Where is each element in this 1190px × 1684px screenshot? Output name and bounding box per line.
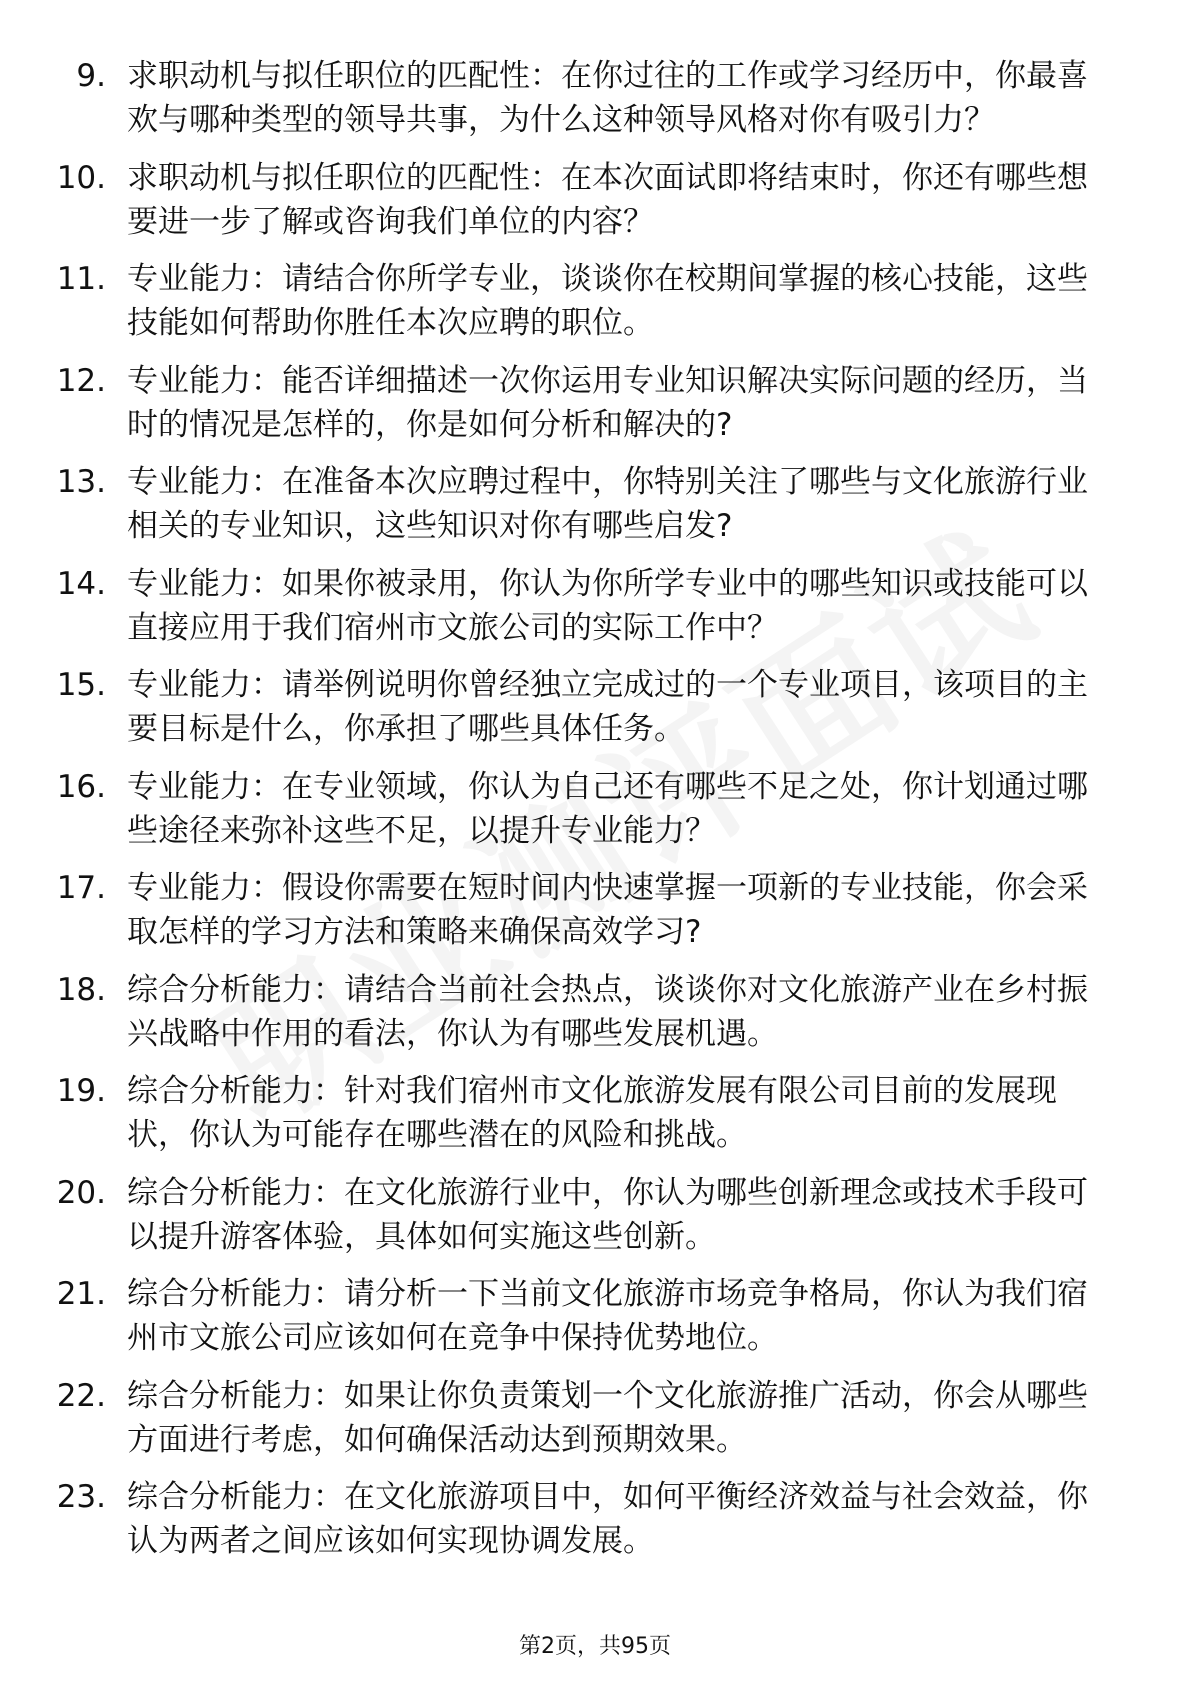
question-text: 专业能力：在专业领域，你认为自己还有哪些不足之处，你计划通过哪些途径来弥补这些不足，以提升专业能力？ bbox=[127, 768, 1088, 849]
question-text: 专业能力：在准备本次应聘过程中，你特别关注了哪些与文化旅游行业相关的专业知识，这些知识对你有哪些启发? bbox=[127, 464, 1088, 544]
question-number: 14. bbox=[56, 565, 106, 602]
question-number: 9. bbox=[76, 58, 106, 94]
question-text: 综合分析能力：在文化旅游行业中，你认为哪些创新理念或技术手段可以提升游客体验，具体如何实施这些创新。 bbox=[127, 1174, 1088, 1255]
question-item bbox=[0, 257, 1190, 345]
question-number: 21. bbox=[56, 1276, 106, 1312]
question-item bbox=[0, 54, 1190, 142]
question-text: 综合分析能力：针对我们宿州市文化旅游发展有限公司目前的发展现状，你认为可能存在哪些潜在的风险和挑战。 bbox=[127, 1073, 1057, 1153]
question-number: 17. bbox=[56, 870, 106, 906]
question-number: 15. bbox=[56, 667, 106, 703]
question-item bbox=[0, 1272, 1190, 1360]
question-text: 综合分析能力：请结合当前社会热点，谈谈你对文化旅游产业在乡村振兴战略中作用的看法，你认为有哪些发展机遇。 bbox=[127, 971, 1088, 1052]
question-item bbox=[0, 156, 1190, 244]
question-text: 专业能力：请结合你所学专业，谈谈你在校期间掌握的核心技能，这些技能如何帮助你胜任本次应聘的职位。 bbox=[127, 261, 1088, 341]
question-text: 专业能力：请举例说明你曾经独立完成过的一个专业项目，该项目的主要目标是什么，你承担了哪些具体任务。 bbox=[127, 667, 1088, 747]
question-text: 综合分析能力：如果让你负责策划一个文化旅游推广活动，你会从哪些方面进行考虑，如何确保活动达到预期效果。 bbox=[127, 1377, 1088, 1458]
question-item bbox=[0, 1475, 1190, 1563]
page-footer: 第2页，共95页 bbox=[519, 1634, 671, 1659]
question-number: 23. bbox=[56, 1479, 106, 1515]
question-number: 22. bbox=[56, 1377, 106, 1414]
question-number: 18. bbox=[56, 971, 106, 1008]
question-item bbox=[0, 866, 1190, 954]
question-item bbox=[0, 1069, 1190, 1157]
question-text: 求职动机与拟任职位的匹配性：在你过往的工作或学习经历中，你最喜欢与哪种类型的领导共事，为什么这种领导风格对你有吸引力？ bbox=[127, 58, 1088, 138]
question-item bbox=[0, 968, 1190, 1056]
question-item bbox=[0, 359, 1190, 447]
question-item bbox=[0, 1171, 1190, 1259]
question-number: 20. bbox=[56, 1174, 106, 1211]
question-text: 综合分析能力：请分析一下当前文化旅游市场竞争格局，你认为我们宿州市文旅公司应该如何在竞争中保持优势地位。 bbox=[127, 1276, 1088, 1356]
question-number: 10. bbox=[56, 159, 106, 196]
question-number: 13. bbox=[56, 464, 106, 500]
question-number: 11. bbox=[56, 261, 106, 297]
question-number: 12. bbox=[56, 362, 106, 399]
question-item bbox=[0, 765, 1190, 853]
question-text: 求职动机与拟任职位的匹配性：在本次面试即将结束时，你还有哪些想要进一步了解或咨询我们单位的内容？ bbox=[127, 159, 1088, 240]
question-item bbox=[0, 562, 1190, 650]
question-item bbox=[0, 663, 1190, 751]
question-item bbox=[0, 460, 1190, 548]
question-text: 专业能力：假设你需要在短时间内快速掌握一项新的专业技能，你会采取怎样的学习方法和策略来确保高效学习? bbox=[127, 870, 1088, 950]
question-item bbox=[0, 1374, 1190, 1462]
question-text: 专业能力：如果你被录用，你认为你所学专业中的哪些知识或技能可以直接应用于我们宿州市文旅公司的实际工作中？ bbox=[127, 565, 1088, 646]
question-number: 16. bbox=[56, 768, 106, 805]
question-number: 19. bbox=[56, 1073, 106, 1109]
question-list bbox=[0, 54, 1190, 1577]
question-text: 综合分析能力：在文化旅游项目中，如何平衡经济效益与社会效益，你认为两者之间应该如何实现协调发展。 bbox=[127, 1479, 1088, 1559]
question-text: 专业能力：能否详细描述一次你运用专业知识解决实际问题的经历，当时的情况是怎样的，你是如何分析和解决的? bbox=[127, 362, 1088, 443]
